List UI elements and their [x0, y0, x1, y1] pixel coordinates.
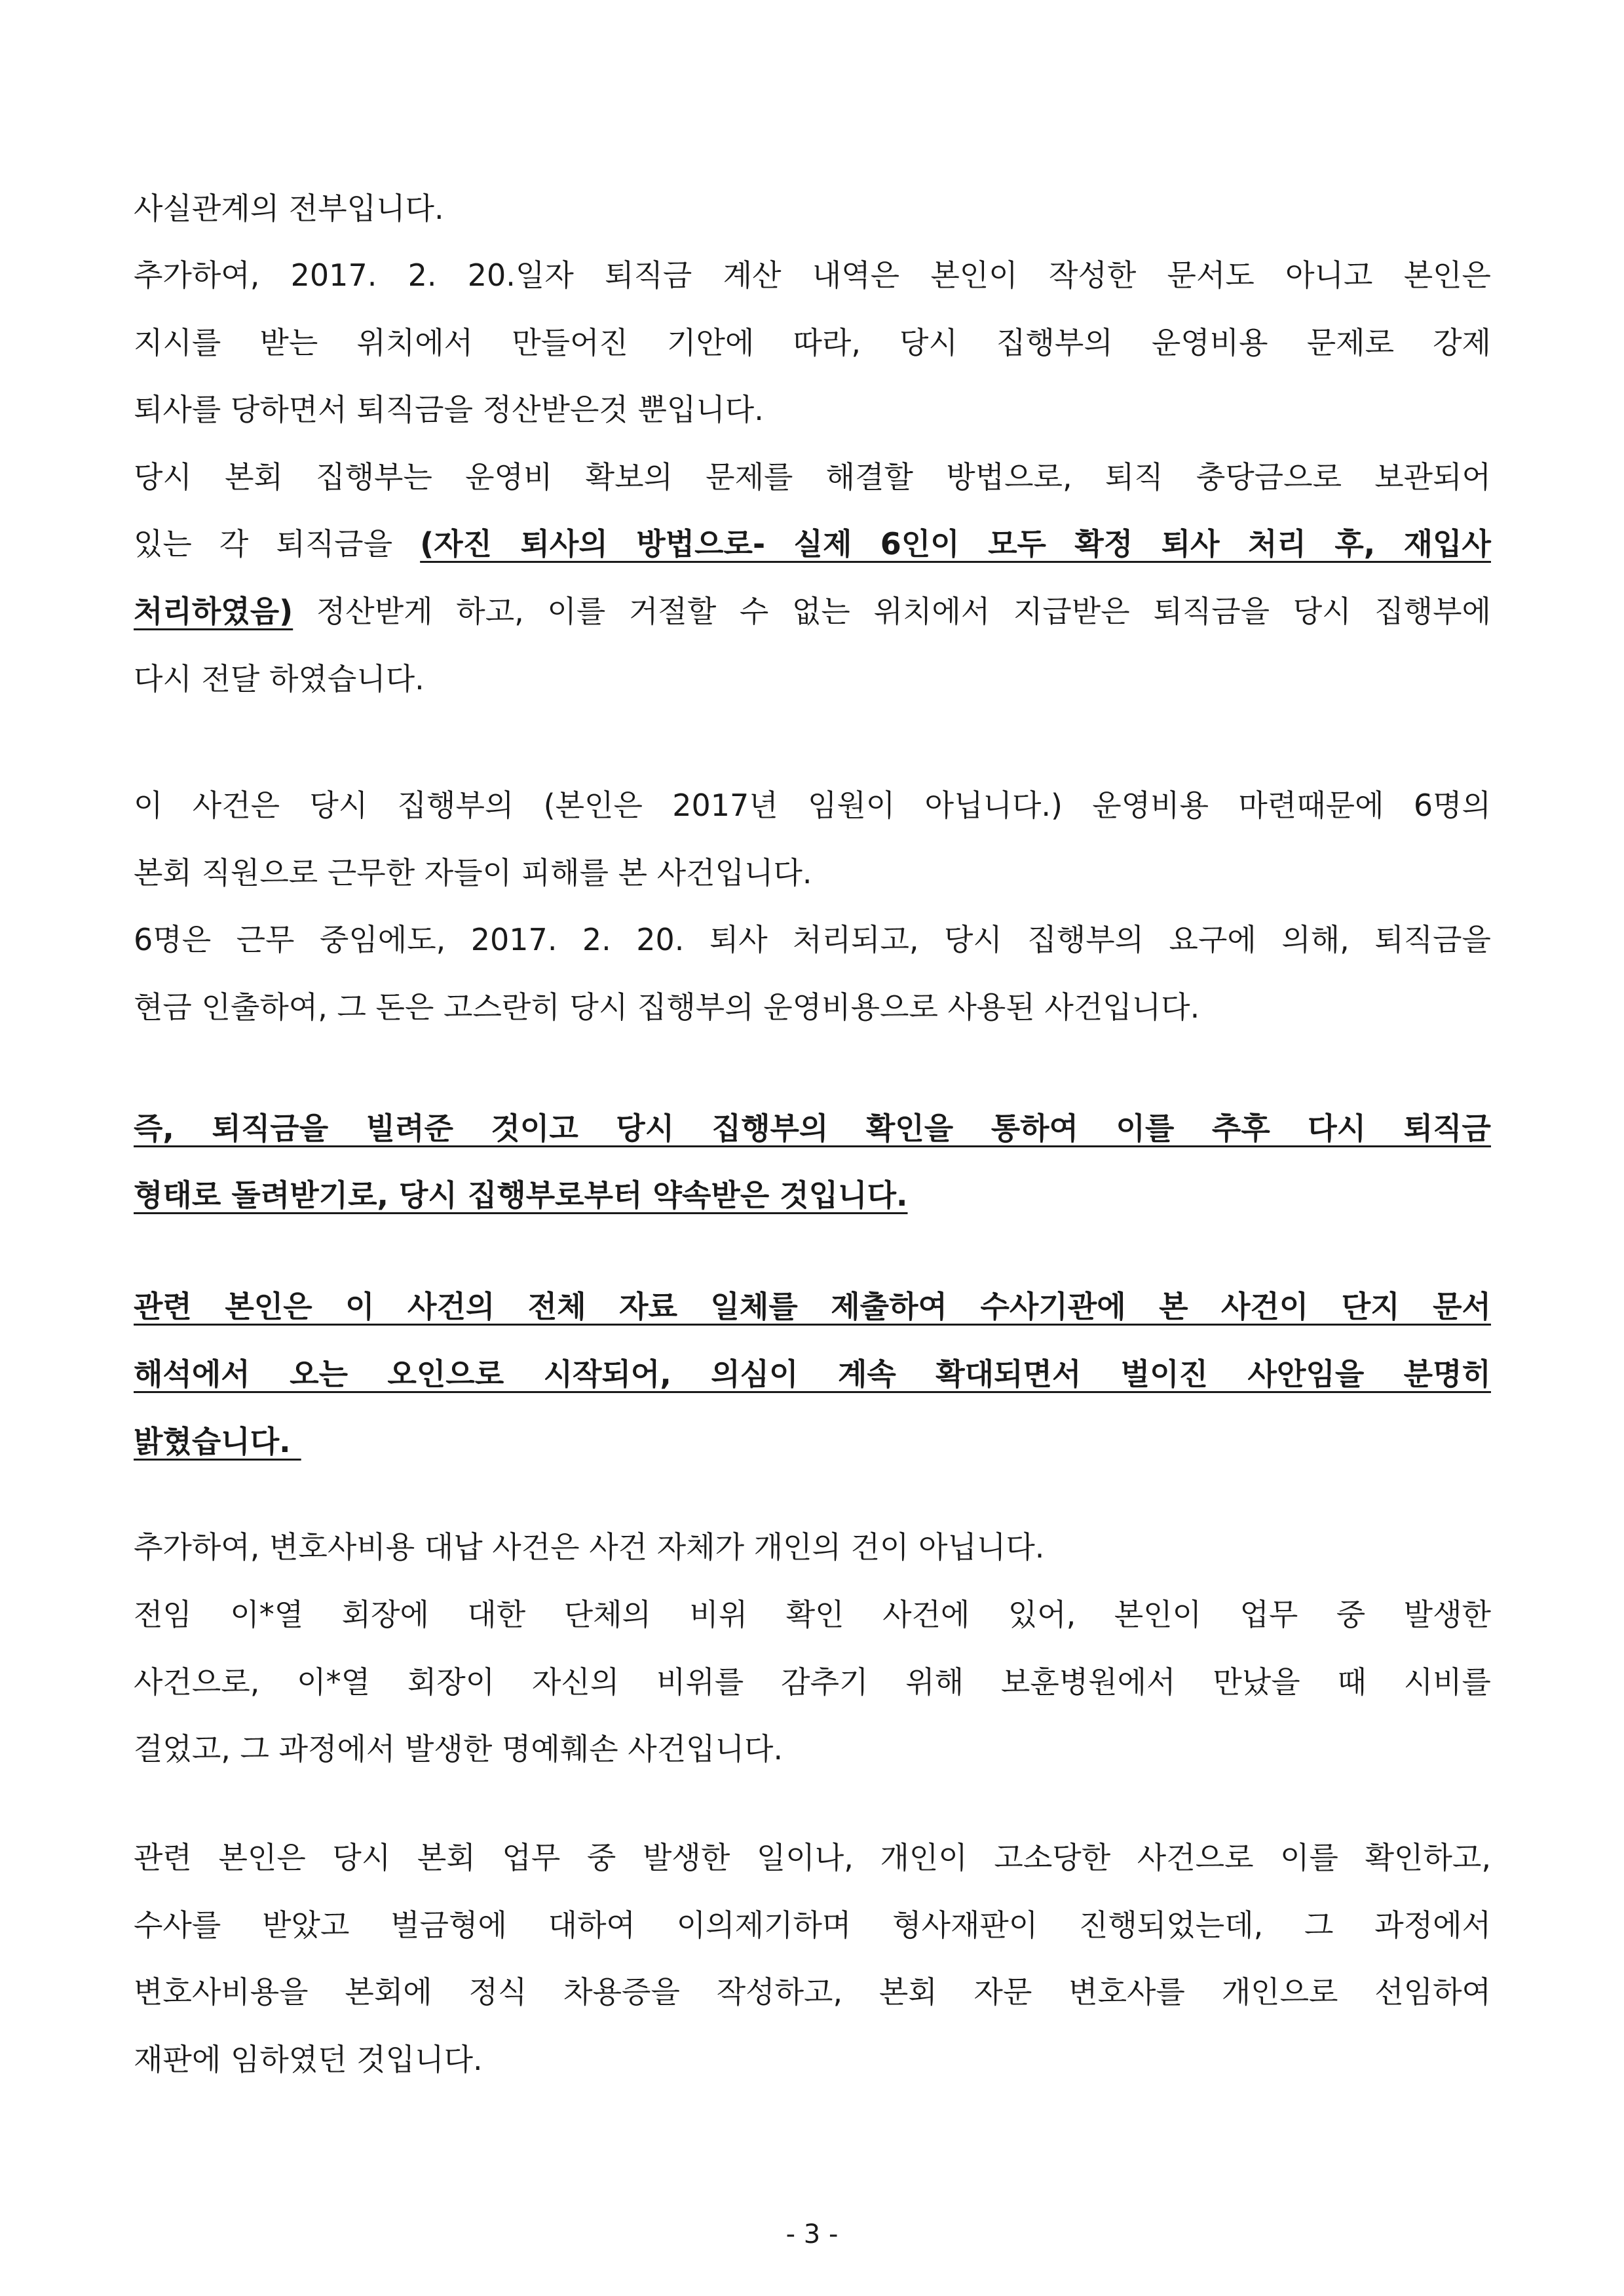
text-line — [134, 187, 1491, 229]
text-line — [134, 1837, 1491, 1879]
text-line — [134, 658, 1491, 700]
underlined-text: 형태로 돌려받기로, 당시 집행부로부터 약속받은 것입니다. — [134, 1177, 908, 1213]
text-line — [134, 1421, 1491, 1463]
text-line — [134, 1904, 1491, 1946]
text-segment: 관련 본인은 당시 본회 업무 중 발생한 일이나, 개인이 고소당한 사건으로 이를 확인하고, — [134, 1840, 1491, 1875]
text-segment: 6명은 근무 중임에도, 2017. 2. 20. 퇴사 처리되고, 당시 집행부의 요구에 의해, 퇴직금을 — [134, 922, 1491, 957]
text-segment: 이 사건은 당시 집행부의 (본인은 2017년 임원이 아닙니다.) 운영비용 마련때문에 6명의 — [134, 788, 1491, 823]
text-line — [134, 322, 1491, 364]
text-line — [134, 852, 1491, 894]
text-segment: 수사를 받았고 벌금형에 대하여 이의제기하며 형사재판이 진행되었는데, 그 과정에서 — [134, 1907, 1491, 1943]
underlined-text: 즉, 퇴직금을 빌려준 것이고 당시 집행부의 확인을 통하여 이를 추후 다시 퇴직금 — [134, 1111, 1491, 1146]
text-line — [134, 1174, 1491, 1216]
text-segment: 걸었고, 그 과정에서 발생한 명예훼손 사건입니다. — [134, 1731, 784, 1767]
underlined-text: 해석에서 오는 오인으로 시작되어, 의심이 계속 확대되면서 벌이진 사안임을 분명히 — [134, 1356, 1491, 1392]
text-line — [134, 1661, 1491, 1703]
text-line — [134, 1728, 1491, 1770]
text-line — [134, 523, 1491, 565]
page-number: - 3 - — [785, 2219, 839, 2249]
text-line — [134, 1526, 1491, 1568]
text-segment: 본회 직원으로 근무한 자들이 피해를 본 사건입니다. — [134, 855, 812, 890]
text-line — [134, 784, 1491, 826]
text-line — [134, 389, 1491, 430]
text-segment: 다시 전달 하였습니다. — [134, 661, 425, 697]
text-segment: 사실관계의 전부입니다. — [134, 191, 444, 226]
text-line — [134, 456, 1491, 498]
text-segment: 지시를 받는 위치에서 만들어진 기안에 따라, 당시 집행부의 운영비용 문제로 강제 — [134, 325, 1491, 360]
text-line — [134, 2038, 1491, 2080]
underlined-text: 처리하였음) — [134, 594, 293, 629]
text-segment: 재판에 임하였던 것입니다. — [134, 2042, 483, 2077]
text-segment: 정산받게 하고, 이를 거절할 수 없는 위치에서 지급받은 퇴직금을 당시 집행부에 — [293, 594, 1491, 629]
text-line — [134, 1971, 1491, 2013]
text-line — [134, 590, 1491, 632]
underlined-text: 관련 본인은 이 사건의 전체 자료 일체를 제출하여 수사기관에 본 사건이 단지 문서 — [134, 1289, 1491, 1324]
text-line — [134, 919, 1491, 961]
text-line — [134, 1353, 1491, 1395]
text-line — [134, 1286, 1491, 1328]
text-line — [134, 1107, 1491, 1149]
text-segment: 추가하여, 2017. 2. 20.일자 퇴직금 계산 내역은 본인이 작성한 문서도 아니고 본인은 — [134, 258, 1491, 293]
text-segment: 변호사비용을 본회에 정식 차용증을 작성하고, 본회 자문 변호사를 개인으로 선임하여 — [134, 1974, 1491, 2010]
text-line — [134, 1594, 1491, 1636]
text-segment: 있는 각 퇴직금을 — [134, 526, 421, 562]
text-line — [134, 986, 1491, 1028]
text-segment: 퇴사를 당하면서 퇴직금을 정산받은것 뿐입니다. — [134, 392, 764, 427]
text-line — [134, 254, 1491, 296]
text-segment: 현금 인출하여, 그 돈은 고스란히 당시 집행부의 운영비용으로 사용된 사건입니다. — [134, 989, 1200, 1025]
text-segment: 전임 이*열 회장에 대한 단체의 비위 확인 사건에 있어, 본인이 업무 중 발생한 — [134, 1597, 1491, 1632]
text-segment: 사건으로, 이*열 회장이 자신의 비위를 감추기 위해 보훈병원에서 만났을 때 시비를 — [134, 1664, 1491, 1700]
text-segment: 추가하여, 변호사비용 대납 사건은 사건 자체가 개인의 건이 아닙니다. — [134, 1529, 1045, 1565]
text-segment: 당시 본회 집행부는 운영비 확보의 문제를 해결할 방법으로, 퇴직 충당금으로 보관되어 — [134, 459, 1491, 495]
underlined-text: (자진 퇴사의 방법으로- 실제 6인이 모두 확정 퇴사 처리 후, 재입사 — [420, 526, 1491, 562]
underlined-text: 밝혔습니다. — [134, 1424, 301, 1459]
